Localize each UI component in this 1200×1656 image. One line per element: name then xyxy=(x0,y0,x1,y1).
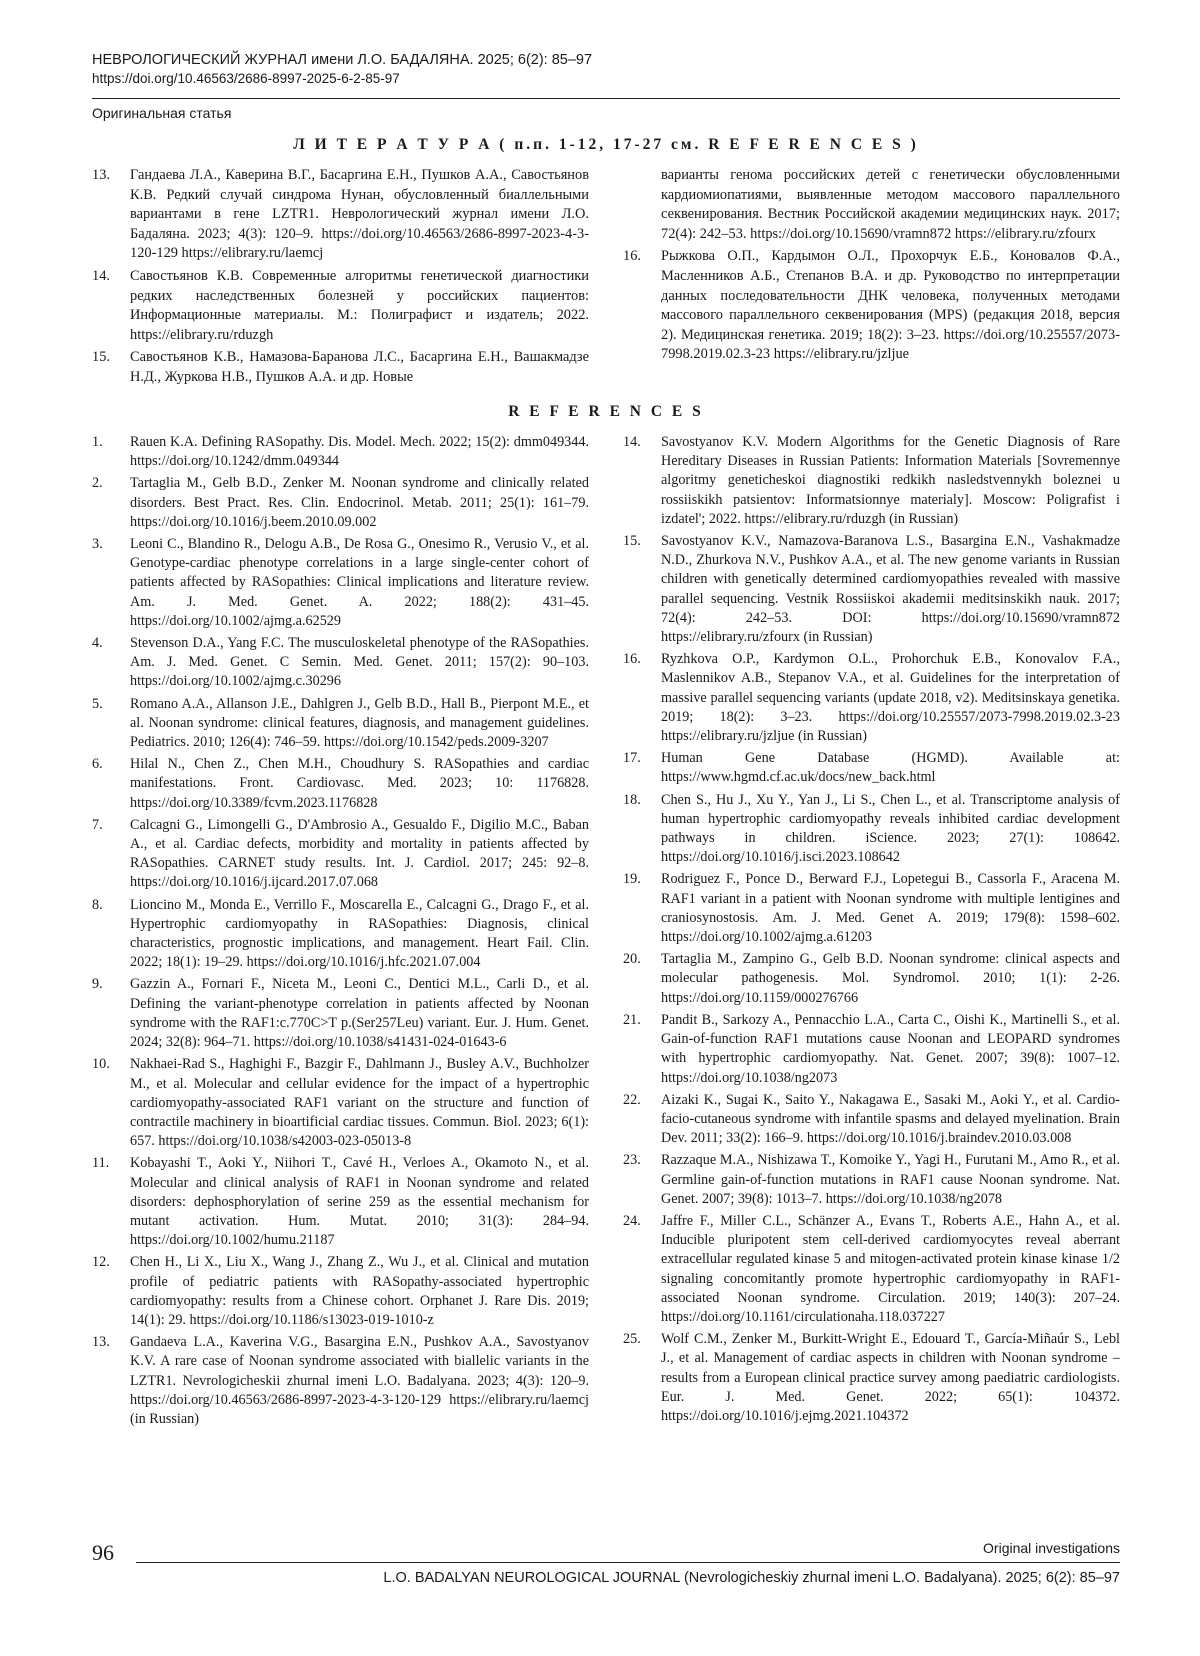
reference-text: Tartaglia M., Zampino G., Gelb B.D. Noonan syndrome: clinical aspects and molecular pathogenesis. Mol. Syndromol. 2010; 1(1): 2-26. https://doi.org/10.1159/000276766 xyxy=(661,951,1120,1006)
reference-text: Aizaki K., Sugai K., Saito Y., Nakagawa E., Sasaki M., Aoki Y., et al. Cardio-facio-cutaneous syndrome with infantile spasms and delayed myelination. Brain Dev. 2011; 33(2): 166–9. https://doi.org/10.1016/j.braindev.2010.03.008 xyxy=(661,1091,1120,1147)
reference-item xyxy=(92,975,589,1052)
reference-item xyxy=(623,749,1120,787)
reference-item xyxy=(623,1151,1120,1209)
reference-item xyxy=(92,535,589,631)
reference-number: 8. xyxy=(92,896,103,913)
en-left-column xyxy=(92,433,589,1432)
reference-text: Гандаева Л.А., Каверина В.Г., Басаргина Е.Н., Пушков А.А., Савостьянов К.В. Редкий случай синдрома Нунан, обусловленный биаллельными вариантами в гене LZTR1. Неврологический журнал имени Л.О. Бадаляна. 2023; 4(3): 120–9. https://doi.org/10.46563/2686-8997-2023-4-3-120-129 https://elibrary.ru/laemcj xyxy=(130,167,589,262)
reference-text: Leoni C., Blandino R., Delogu A.B., De Rosa G., Onesimo R., Verusio V., et al. Genotype-cardiac phenotype correlations in a large single-center cohort of patients affected by RASopathies: Clinical implications and literature review. Am. J. Med. Genet. A. 2022; 188(2): 431–45. https://doi.org/10.1002/ajmg.a.62529 xyxy=(130,536,589,629)
reference-number: 10. xyxy=(92,1056,110,1073)
reference-number: 19. xyxy=(623,871,641,888)
reference-text: Kobayashi T., Aoki Y., Niihori T., Cavé H., Verloes A., Okamoto N., et al. Molecular and clinical analysis of RAF1 in Noonan syndrome and related disorders: dephosphorylation of serine 259 as the essential mechanism for mutant activation. Hum. Mutat. 2010; 31(3): 284–94. https://doi.org/10.1002/humu.21187 xyxy=(130,1155,589,1249)
reference-item xyxy=(623,1212,1120,1327)
reference-number: 17. xyxy=(623,750,641,767)
reference-item xyxy=(92,1055,589,1151)
reference-item xyxy=(623,166,1120,244)
footer-journal: L.O. BADALYAN NEUROLOGICAL JOURNAL (Nevrologicheskiy zhurnal imeni L.O. Badalyana). 2025; 6(2): 85–97 xyxy=(383,1570,1120,1586)
ru-references xyxy=(92,166,1120,391)
reference-text: Savostyanov K.V. Modern Algorithms for the Genetic Diagnosis of Rare Hereditary Diseases in Russian Patients: Information Materials [Sovremennye algoritmy geneticheskoi diagnostiki redkikh nasledstvennykh boleznei u rossiiskikh patsientov: Informatsionnye materialy]. Moscow: Poligrafist i izdatel'; 2022. https://elibrary.ru/rduzgh (in Russian) xyxy=(661,434,1120,527)
reference-item xyxy=(92,1253,589,1330)
reference-text: Rodriguez F., Ponce D., Berward F.J., Lopetegui B., Cassorla F., Aracena M. RAF1 variant in a patient with Noonan syndrome with multiple lentigines and craniosynostosis. Am. J. Med. Genet A. 2019; 179(8): 1598–602. https://doi.org/10.1002/ajmg.a.61203 xyxy=(661,871,1120,946)
reference-text: Рыжкова О.П., Кардымон О.Л., Прохорчук Е.Б., Коновалов Ф.А., Масленников А.Б., Степанов В.А. и др. Руководство по интерпретации данных последовательности ДНК человека, полученных методами массового параллельного секвенирования (MPS) (редакция 2018, версия 2). Медицинская генетика. 2019; 18(2): 3–23. https://doi.org/10.25557/2073-7998.2019.02.3-23 https://elibrary.ru/jzljue xyxy=(661,248,1120,363)
reference-number: 7. xyxy=(92,816,103,833)
reference-item xyxy=(623,1330,1120,1426)
reference-text: Pandit B., Sarkozy A., Pennacchio L.A., Carta C., Oishi K., Martinelli S., et al. Gain-of-function RAF1 mutations cause Noonan and LEOPARD syndromes with hypertrophic cardiomyopathy. Nat. Genet. 2007; 39(8): 1007–12. https://doi.org/10.1038/ng2073 xyxy=(661,1011,1120,1086)
reference-number: 16. xyxy=(623,651,641,668)
article-type: Оригинальная статья xyxy=(92,105,232,121)
reference-number: 13. xyxy=(92,1334,110,1351)
reference-text: Savostyanov K.V., Namazova-Baranova L.S., Basargina E.N., Vashakmadze N.D., Zhurkova N.V., Pushkov A.A., et al. The new genome variants in Russian children with genetically determined cardiomyopathies revealed with massive parallel sequencing. Vestnik Rossiiskoi akademii meditsinskikh nauk. 2017; 72(4): 242–53. DOI: https://doi.org/10.15690/vramn872 https://elibrary.ru/zfourx (in Russian) xyxy=(661,533,1120,646)
footer-section: Original investigations xyxy=(983,1540,1120,1556)
reference-item xyxy=(92,1333,589,1429)
reference-item xyxy=(92,755,589,813)
reference-text: Nakhaei-Rad S., Haghighi F., Bazgir F., Dahlmann J., Busley A.V., Buchholzer M., et al. Molecular and cellular evidence for the impact of a hypertrophic cardiomyopathy-associated RAF1 variant on the structure and function of contractile machinery in bioartificial cardiac tissues. Commun. Biol. 2023; 6(1): 657. https://doi.org/10.1038/s42003-023-05013-8 xyxy=(130,1056,589,1150)
reference-number: 6. xyxy=(92,756,103,773)
reference-text: Chen H., Li X., Liu X., Wang J., Zhang Z., Wu J., et al. Clinical and mutation profile of pediatric patients with RASopathy-associated hypertrophic cardiomyopathy: results from a Chinese cohort. Orphanet J. Rare Dis. 2019; 14(1): 29. https://doi.org/10.1186/s13023-019-1010-z xyxy=(130,1254,589,1328)
page-header xyxy=(92,50,1120,121)
reference-number: 25. xyxy=(623,1331,641,1348)
reference-number: 14. xyxy=(623,434,641,450)
reference-item xyxy=(623,950,1120,1008)
reference-number: 22. xyxy=(623,1091,641,1108)
reference-text: Савостьянов К.В. Современные алгоритмы генетической диагностики редких наследственных болезней у российских пациентов: Информационные материалы. М.: Полиграфист и издатель; 2022. https://elibrary.ru/rduzgh xyxy=(130,267,589,343)
reference-number: 9. xyxy=(92,976,103,993)
reference-text: Lioncino M., Monda E., Verrillo F., Moscarella E., Calcagni G., Drago F., et al. Hypertrophic cardiomyopathy in RASopathies: Diagnosis, clinical characteristics, prognostic implications, and management. Heart Fail. Clin. 2022; 18(1): 19–29. https://doi.org/10.1016/j.hfc.2021.07.004 xyxy=(130,896,589,971)
reference-number: 4. xyxy=(92,635,103,652)
reference-number: 20. xyxy=(623,951,641,968)
reference-number: 1. xyxy=(92,434,103,450)
reference-item xyxy=(623,1011,1120,1088)
reference-item xyxy=(623,870,1120,947)
ru-left-column xyxy=(92,166,589,391)
reference-number xyxy=(623,166,661,244)
reference-number: 23. xyxy=(623,1152,641,1169)
reference-item xyxy=(92,474,589,532)
ru-right-column xyxy=(623,166,1120,391)
reference-number: 2. xyxy=(92,475,103,492)
reference-text: Chen S., Hu J., Xu Y., Yan J., Li S., Chen L., et al. Transcriptome analysis of human hypertrophic cardiomyopathy reveals inhibited cardiac development pathways in children. iScience. 2023; 27(1): 108642. https://doi.org/10.1016/j.isci.2023.108642 xyxy=(661,791,1120,866)
reference-text: Савостьянов К.В., Намазова-Баранова Л.С., Басаргина Е.Н., Вашакмадзе Н.Д., Журкова Н.В., Пушков А.А. и др. Новые xyxy=(130,349,589,385)
reference-number: 15. xyxy=(92,349,110,366)
reference-number: 21. xyxy=(623,1011,641,1028)
ru-references-heading: Л И Т Е Р А Т У Р А ( п.п. 1-12, 17-27 см. R E F E R E N C E S ) xyxy=(293,136,919,153)
reference-number: 3. xyxy=(92,536,103,553)
reference-number: 11. xyxy=(92,1155,110,1172)
reference-text: Human Gene Database (HGMD). Available at: https://www.hgmd.cf.ac.uk/docs/new_back.html xyxy=(661,750,1120,786)
reference-text: Rauen K.A. Defining RASopathy. Dis. Model. Mech. 2022; 15(2): dmm049344. https://doi.org/10.1242/dmm.049344 xyxy=(130,434,589,470)
reference-item xyxy=(92,1154,589,1250)
reference-text: Hilal N., Chen Z., Chen M.H., Choudhury S. RASopathies and cardiac manifestations. Front. Cardiovasc. Med. 2023; 10: 1176828. https://doi.org/10.3389/fcvm.2023.1176828 xyxy=(130,756,589,811)
reference-item xyxy=(623,791,1120,868)
reference-text: варианты генома российских детей с генетически обусловленными кардиомиопатиями, выявленные методом массового параллельного секвенирования. Вестник Российской академии медицинских наук. 2017; 72(4): 242–53. https://doi.org/10.15690/vramn872 https://elibrary.ru/zfourx xyxy=(661,167,1120,242)
reference-number: 14. xyxy=(92,267,110,284)
reference-text: Jaffre F., Miller C.L., Schänzer A., Evans T., Roberts A.E., Hahn A., et al. Inducible pluripotent stem cell-derived cardiomyocytes reveal aberrant extracellular regulated kinase 5 and mitogen-activated protein kinase kinase 1/2 signaling concomitantly promote hypertrophic cardiomyopathy in RAF1-associated Noonan syndrome. Circulation. 2019; 140(3): 207–24. https://doi.org/10.1161/circulationaha.118.037227 xyxy=(661,1212,1120,1325)
reference-number: 12. xyxy=(92,1254,110,1271)
reference-number: 24. xyxy=(623,1212,641,1229)
reference-text: Romano A.A., Allanson J.E., Dahlgren J., Gelb B.D., Hall B., Pierpont M.E., et al. Noonan syndrome: clinical features, diagnosis, and management guidelines. Pediatrics. 2010; 126(4): 746–59. https://doi.org/10.1542/peds.2009-3207 xyxy=(130,695,589,751)
reference-number: 16. xyxy=(623,248,641,265)
header-rule xyxy=(92,98,1120,99)
reference-text: Ryzhkova O.P., Kardymon O.L., Prohorchuk E.B., Konovalov F.A., Maslennikov A.B., Stepanov V.A., et al. Guidelines for the interpretation of massive parallel sequencing variants (update 2018, v2). Meditsinskaya genetika. 2019; 18(2): 3–23. https://doi.org/10.25557/2073-7998.2019.02.3-23 https://elibrary.ru/jzljue (in Russian) xyxy=(661,651,1120,745)
reference-item xyxy=(623,650,1120,746)
reference-text: Gazzin A., Fornari F., Niceta M., Leoni C., Dentici M.L., Carli D., et al. Defining the variant-phenotype correlation in patients affected by Noonan syndrome with the RAF1:c.770C>T p.(Ser257Leu) variant. Eur. J. Hum. Genet. 2024; 32(8): 964–71. https://doi.org/10.1038/s41431-024-01643-6 xyxy=(130,976,589,1051)
reference-item xyxy=(623,1091,1120,1149)
footer-rule xyxy=(136,1562,1120,1563)
reference-text: Wolf C.M., Zenker M., Burkitt-Wright E., Edouard T., García-Miñaúr S., Lebl J., et al. Management of cardiac aspects in children with Noonan syndrome – results from a European clinical practice survey among paediatric cardiologists. Eur. J. Med. Genet. 2022; 65(1): 104372. https://doi.org/10.1016/j.ejmg.2021.104372 xyxy=(661,1331,1120,1424)
reference-item xyxy=(92,166,589,264)
reference-number: 5. xyxy=(92,695,103,712)
reference-text: Tartaglia M., Gelb B.D., Zenker M. Noonan syndrome and clinically related disorders. Best Pract. Res. Clin. Endocrinol. Metab. 2011; 25(1): 161–79. https://doi.org/10.1016/j.beem.2010.09.002 xyxy=(130,475,589,530)
reference-text: Razzaque M.A., Nishizawa T., Komoike Y., Yagi H., Furutani M., Amo R., et al. Germline gain-of-function mutations in RAF1 cause Noonan syndrome. Nat. Genet. 2007; 39(8): 1013–7. https://doi.org/10.1038/ng2078 xyxy=(661,1152,1120,1207)
reference-item xyxy=(92,816,589,893)
en-right-column xyxy=(623,433,1120,1432)
reference-item xyxy=(92,348,589,387)
reference-text: Calcagni G., Limongelli G., D'Ambrosio A., Gesualdo F., Digilio M.C., Baban A., et al. Cardiac defects, morbidity and mortality in patients affected by RASopathies. CARNET study results. Int. J. Cardiol. 2017; 245: 92–8. https://doi.org/10.1016/j.ijcard.2017.07.068 xyxy=(130,816,589,891)
reference-item xyxy=(92,433,589,471)
reference-item xyxy=(92,695,589,753)
reference-item xyxy=(623,532,1120,647)
en-references xyxy=(92,433,1120,1432)
journal-title: НЕВРОЛОГИЧЕСКИЙ ЖУРНАЛ имени Л.О. БАДАЛЯНА. 2025; 6(2): 85–97 xyxy=(92,52,593,68)
article-doi[interactable]: https://doi.org/10.46563/2686-8997-2025-6-2-85-97 xyxy=(92,71,400,86)
reference-number: 18. xyxy=(623,791,641,808)
reference-text: Gandaeva L.A., Kaverina V.G., Basargina E.N., Pushkov A.A., Savostyanov K.V. A rare case of Noonan syndrome associated with biallelic variants in the LZTR1. Nevrologicheskii zhurnal imeni L.O. Badalyana. 2023; 4(3): 120–9. https://doi.org/10.46563/2686-8997-2023-4-3-120-129 https://elibrary.ru/laemcj (in Russian) xyxy=(130,1334,589,1427)
reference-text: Stevenson D.A., Yang F.C. The musculoskeletal phenotype of the RASopathies. Am. J. Med. Genet. C Semin. Med. Genet. 2011; 157(2): 90–103. https://doi.org/10.1002/ajmg.c.30296 xyxy=(130,635,589,690)
reference-item xyxy=(92,634,589,692)
page-number: 96 xyxy=(92,1540,114,1565)
reference-number: 15. xyxy=(623,533,641,550)
reference-item xyxy=(623,247,1120,365)
en-references-heading: R E F E R E N C E S xyxy=(508,403,704,420)
reference-item xyxy=(92,896,589,973)
reference-number: 13. xyxy=(92,167,110,183)
reference-item xyxy=(623,433,1120,529)
reference-item xyxy=(92,267,589,345)
